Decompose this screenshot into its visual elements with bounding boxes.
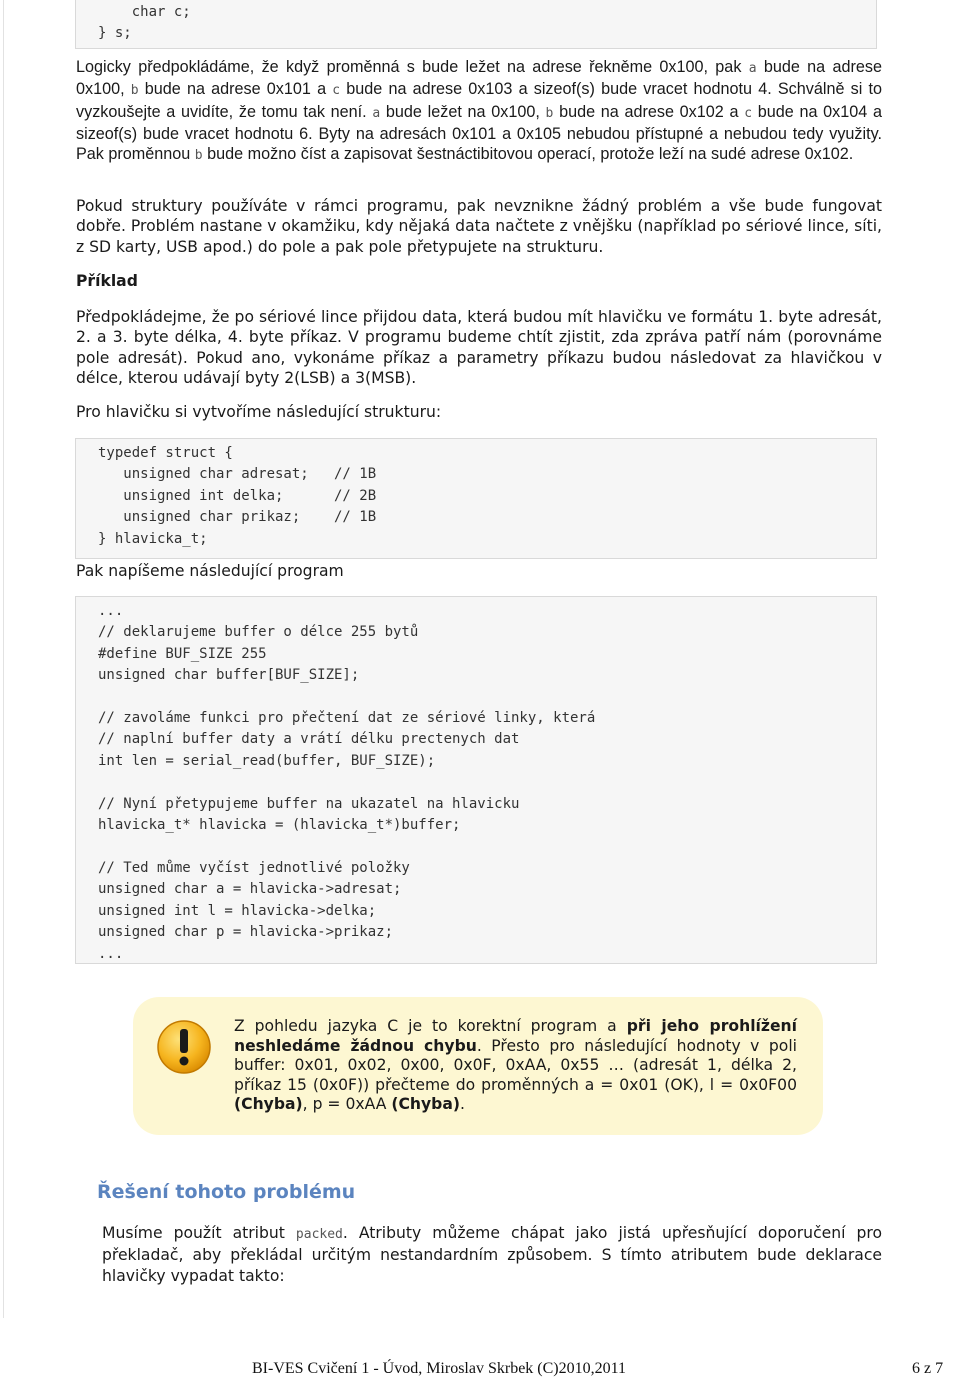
paragraph-packed: Musíme použít atribut packed. Atributy můžeme chápat jako jistá upřesňující doporučení pro překladač, aby překládal určitým nestandardním způsobem. S tímto atributem bude deklarace hlavičky vypadat takto:: [102, 1224, 882, 1285]
paragraph-example: Předpokládejme, že po sériové lince přijdou data, která budou mít hlavičku ve formátu 1. byte adresát, 2. a 3. byte délka, 4. byte příkaz. V programu budeme chtít zjistit, zda zpráva patří nám (porovnáme pole adresát). Pokud ano, vykonáme příkaz a parametry příkazu budou následovat za hlavičkou v délce, kterou udávají byty 2(LSB) a 3(MSB).: [76, 308, 882, 387]
warning-icon: [156, 1019, 212, 1075]
page-left-rule: [3, 0, 4, 1318]
warning-text: Z pohledu jazyka C je to korektní program a při jeho prohlížení neshledáme žádnou chybu. Přesto pro následující hodnoty v poli buffer: 0x01, 0x02, 0x00, 0x0F, 0xAA, 0x55 … (adresát 1, délka 2, příkaz 15 (0x0F)) přečteme do proměnných a = 0x01 (OK), l = 0x0F00 (Chyba), p = 0xAA (Chyba).: [234, 1017, 797, 1114]
code-block-top: [75, 0, 877, 49]
footer-page-number: 6 z 7: [912, 1360, 944, 1377]
section-title: Řešení tohoto problému: [97, 1181, 356, 1203]
paragraph-struct-intro: Pro hlavičku si vytvoříme následující strukturu:: [76, 403, 442, 421]
footer-title: BI-VES Cvičení 1 - Úvod, Miroslav Skrbek (C)2010,2011: [252, 1360, 627, 1377]
code-block-struct: typedef struct { unsigned char adresat; // 1B unsigned int delka; // 2B unsigned char prikaz; // 1B } hlavicka_t;: [75, 438, 877, 559]
paragraph-program-intro: Pak napíšeme následující program: [76, 562, 344, 580]
code-line: } s;: [98, 25, 132, 41]
warning-callout: [133, 997, 823, 1135]
paragraph-struct-usage: Pokud struktury používáte v rámci programu, pak nevznikne žádný problém a vše bude fungovat dobře. Problém nastane v okamžiku, kdy nějaká data načtete z vnějšku (například po sériové lince, síti, z SD karty, USB apod.) do pole a pak pole přetypujete na strukturu.: [76, 197, 882, 256]
code-block-program: ... // deklarujeme buffer o délce 255 bytů #define BUF_SIZE 255 unsigned char buffer[BUF_SIZE]; // zavoláme funkci pro přečtení dat ze sériové linky, která // naplní buffer daty a vrátí délku prectenych dat int len = serial_read(buffer, BUF_SIZE); // Nyní přetypujeme buffer na ukazatel na hlavicku hlavicka_t* hlavicka = (hlavicka_t*)buffer; // Ted můme vyčíst jednotlivé položky unsigned char a = hlavicka->adresat; unsigned int l = hlavicka->delka; unsigned char p = hlavicka->prikaz; ...: [75, 596, 877, 964]
paragraph-alignment: Logicky předpokládáme, že když proměnná s bude ležet na adrese řekněme 0x100, pak a bude na adrese 0x100, b bude na adrese 0x101 a c bude na adrese 0x103 a sizeof(s) bude vracet hodnotu 4. Schválně si to vyzkoušejte a uvidíte, že tomu tak není. a bude ležet na 0x100, b bude na adrese 0x102 a c bude na 0x104 a sizeof(s) bude vracet hodnotu 6. Byty na adresách 0x101 a 0x105 nebudou přístupné a nebudou tedy využity. Pak proměnnou b bude možno číst a zapisovat šestnáctibitovou operací, protože leží na sudé adrese 0x102.: [76, 58, 882, 164]
example-heading: Příklad: [76, 272, 138, 290]
code-line: char c;: [98, 4, 191, 20]
